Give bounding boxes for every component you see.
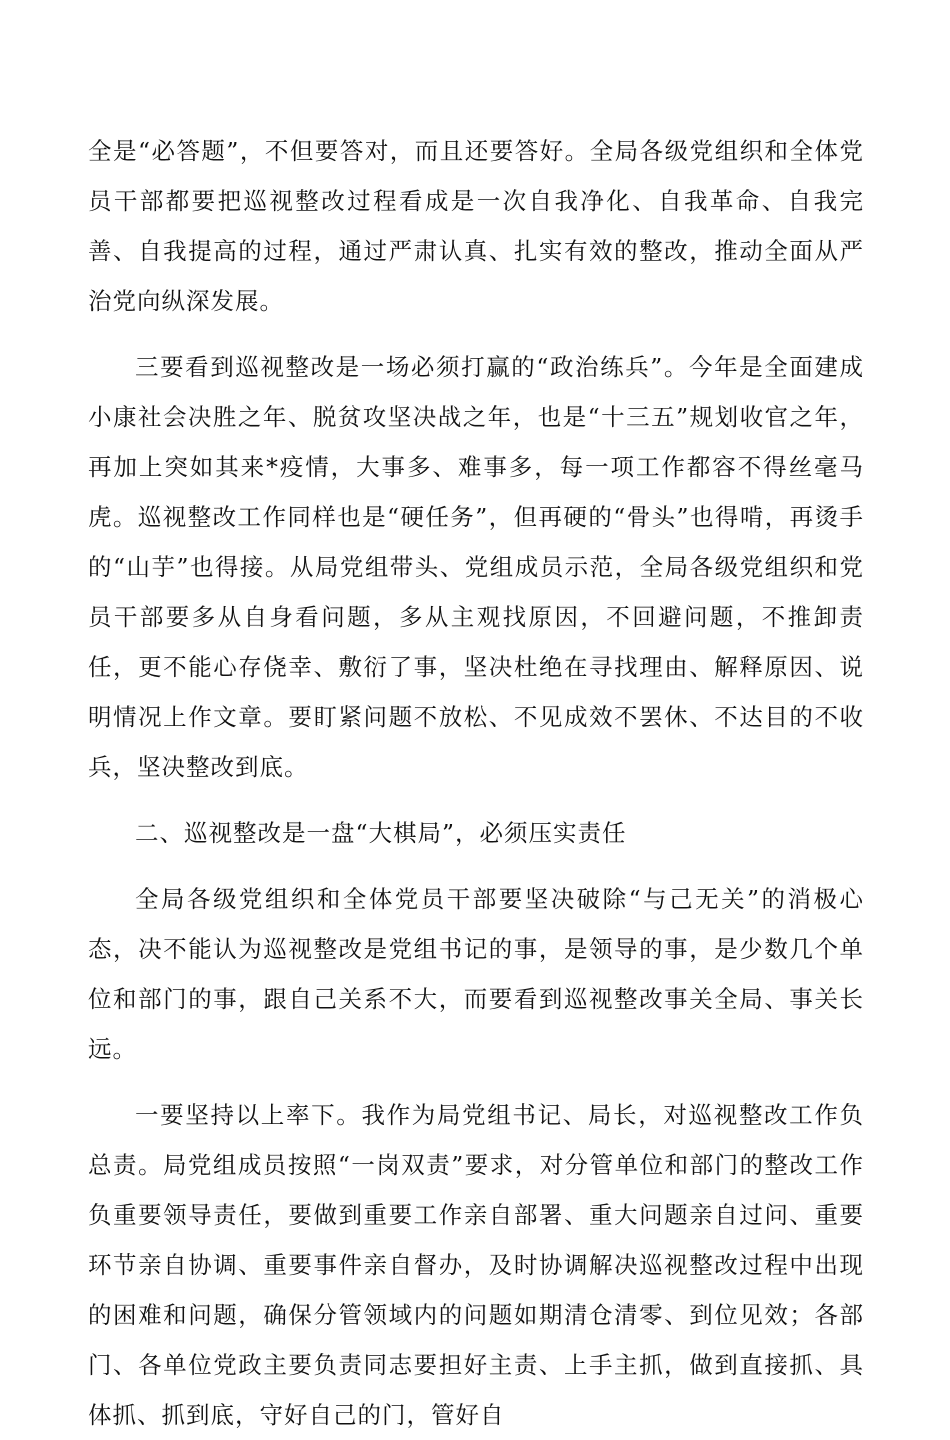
paragraph-responsibility: 全局各级党组织和全体党员干部要坚决破除“与己无关”的消极心态，决不能认为巡视整改是党组书记的事，是领导的事，是少数几个单位和部门的事，跟自己关系不大，而要看到巡视整改事关全局、事关长远。 xyxy=(88,885,864,1063)
section-heading: 二、巡视整改是一盘“大棋局”，必须压实责任 xyxy=(135,819,627,847)
paragraph-political-training: 三要看到巡视整改是一场必须打赢的“政治练兵”。今年是全面建成小康社会决胜之年、脱贫攻坚决战之年，也是“十三五”规划收官之年，再加上突如其来*疫情，大事多、难事多，每一项工作都容不得丝毫马虎。巡视整改工作同样也是“硬任务”，但再硬的“骨头”也得啃，再烫手的“山芋”也得接。从局党组带头、党组成员示范，全局各级党组织和党员干部要多从自身看问题，多从主观找原因，不回避问题，不推卸责任，更不能心存侥幸、敷衍了事，坚决杜绝在寻找理由、解释原因、说明情况上作文章。要盯紧问题不放松、不见成效不罢休、不达目的不收兵，坚决整改到底。 xyxy=(88,353,864,781)
document-page xyxy=(88,126,864,1440)
paragraph-lead-by-example: 一要坚持以上率下。我作为局党组书记、局长，对巡视整改工作负总责。局党组成员按照“一岗双责”要求，对分管单位和部门的整改工作负重要领导责任，要做到重要工作亲自部署、重大问题亲自过问、重要环节亲自协调、重要事件亲自督办，及时协调解决巡视整改过程中出现的困难和问题，确保分管领域内的问题如期清仓清零、到位见效；各部门、各单位党政主要负责同志要担好主责、上手主抓，做到直接抓、具体抓、抓到底，守好自己的门，管好自 xyxy=(88,1101,864,1429)
paragraph-continuation: 全是“必答题”，不但要答对，而且还要答好。全局各级党组织和全体党员干部都要把巡视整改过程看成是一次自我净化、自我革命、自我完善、自我提高的过程，通过严肃认真、扎实有效的整改，推动全面从严治党向纵深发展。 xyxy=(88,137,864,315)
